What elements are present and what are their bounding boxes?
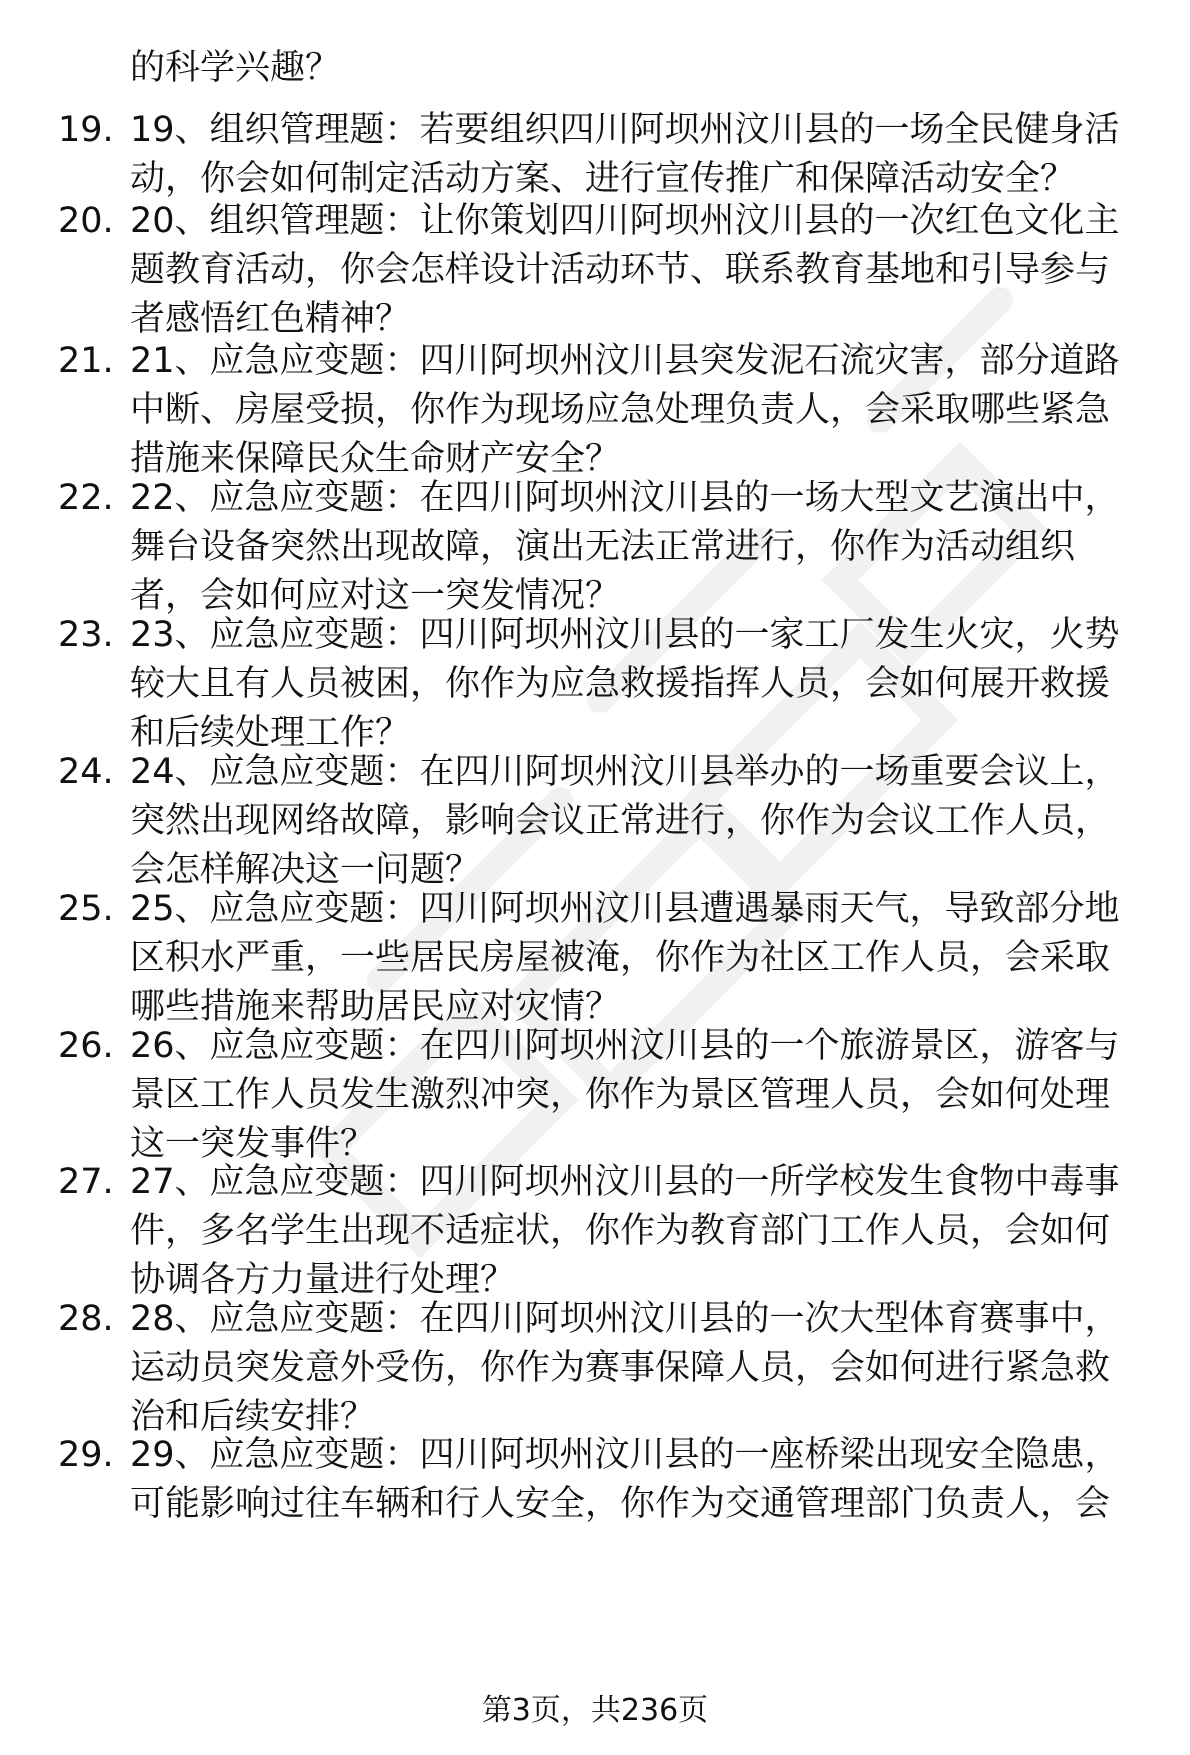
- question-text: [130, 1158, 1160, 1305]
- question-line: 件，多名学生出现不适症状，你作为教育部门工作人员，会如何: [130, 1211, 1111, 1251]
- question-line: 和后续处理工作？: [130, 713, 411, 753]
- question-line: 会怎样解决这一问题？: [130, 850, 481, 890]
- question-number: 20.: [58, 201, 114, 241]
- question-number: 23.: [58, 615, 114, 655]
- question-line: 26、应急应变题：在四川阿坝州汶川县的一个旅游景区，游客与: [130, 1026, 1120, 1066]
- page-footer: 第3页，共236页: [481, 1693, 709, 1728]
- question-line: 19、组织管理题：若要组织四川阿坝州汶川县的一场全民健身活: [130, 110, 1120, 150]
- question-text: [130, 611, 1160, 758]
- question-number: 19.: [58, 110, 114, 150]
- question-line: 者感悟红色精神？: [130, 299, 411, 339]
- question-text: [130, 1295, 1160, 1442]
- question-line: 题教育活动，你会怎样设计活动环节、联系教育基地和引导参与: [130, 250, 1111, 290]
- question-line: 可能影响过往车辆和行人安全，你作为交通管理部门负责人，会: [130, 1484, 1111, 1524]
- question-line: 这一突发事件？: [130, 1124, 376, 1164]
- question-text: [130, 106, 1160, 204]
- question-line: 协调各方力量进行处理？: [130, 1260, 516, 1300]
- question-number: 29.: [58, 1435, 114, 1475]
- question-number: 22.: [58, 478, 114, 518]
- question-line: 者，会如何应对这一突发情况？: [130, 576, 621, 616]
- question-line: 25、应急应变题：四川阿坝州汶川县遭遇暴雨天气，导致部分地: [130, 889, 1120, 929]
- question-line: 动，你会如何制定活动方案、进行宣传推广和保障活动安全？: [130, 159, 1076, 199]
- question-number: 25.: [58, 889, 114, 929]
- question-number: 26.: [58, 1026, 114, 1066]
- question-line: 21、应急应变题：四川阿坝州汶川县突发泥石流灾害，部分道路: [130, 341, 1120, 381]
- question-line: 28、应急应变题：在四川阿坝州汶川县的一次大型体育赛事中，: [130, 1299, 1120, 1339]
- continuation-text: 的科学兴趣？: [130, 48, 341, 88]
- question-line: 措施来保障民众生命财产安全？: [130, 439, 621, 479]
- question-line: 运动员突发意外受伤，你作为赛事保障人员，会如何进行紧急救: [130, 1348, 1111, 1388]
- question-line: 突然出现网络故障，影响会议正常进行，你作为会议工作人员，: [130, 801, 1111, 841]
- question-text: [130, 474, 1160, 621]
- question-line: 24、应急应变题：在四川阿坝州汶川县举办的一场重要会议上，: [130, 752, 1120, 792]
- question-text: [130, 337, 1160, 484]
- question-line: 区积水严重，一些居民房屋被淹，你作为社区工作人员，会采取: [130, 938, 1111, 978]
- question-line: 20、组织管理题：让你策划四川阿坝州汶川县的一次红色文化主: [130, 201, 1120, 241]
- question-line: 27、应急应变题：四川阿坝州汶川县的一所学校发生食物中毒事: [130, 1162, 1120, 1202]
- question-text: [130, 748, 1160, 895]
- question-line: 较大且有人员被困，你作为应急救援指挥人员，会如何展开救援: [130, 664, 1111, 704]
- question-text: [130, 1431, 1160, 1529]
- question-number: 21.: [58, 341, 114, 381]
- question-line: 舞台设备突然出现故障，演出无法正常进行，你作为活动组织: [130, 527, 1076, 567]
- question-line: 中断、房屋受损，你作为现场应急处理负责人，会采取哪些紧急: [130, 390, 1111, 430]
- question-line: 23、应急应变题：四川阿坝州汶川县的一家工厂发生火灾，火势: [130, 615, 1120, 655]
- question-line: 治和后续安排？: [130, 1397, 376, 1437]
- question-number: 24.: [58, 752, 114, 792]
- question-line: 哪些措施来帮助居民应对灾情？: [130, 987, 621, 1027]
- question-line: 22、应急应变题：在四川阿坝州汶川县的一场大型文艺演出中，: [130, 478, 1120, 518]
- question-number: 28.: [58, 1299, 114, 1339]
- question-text: [130, 1022, 1160, 1169]
- question-number: 27.: [58, 1162, 114, 1202]
- question-text: [130, 197, 1160, 344]
- question-line: 29、应急应变题：四川阿坝州汶川县的一座桥梁出现安全隐患，: [130, 1435, 1120, 1475]
- question-line: 景区工作人员发生激烈冲突，你作为景区管理人员，会如何处理: [130, 1075, 1111, 1115]
- question-text: [130, 885, 1160, 1032]
